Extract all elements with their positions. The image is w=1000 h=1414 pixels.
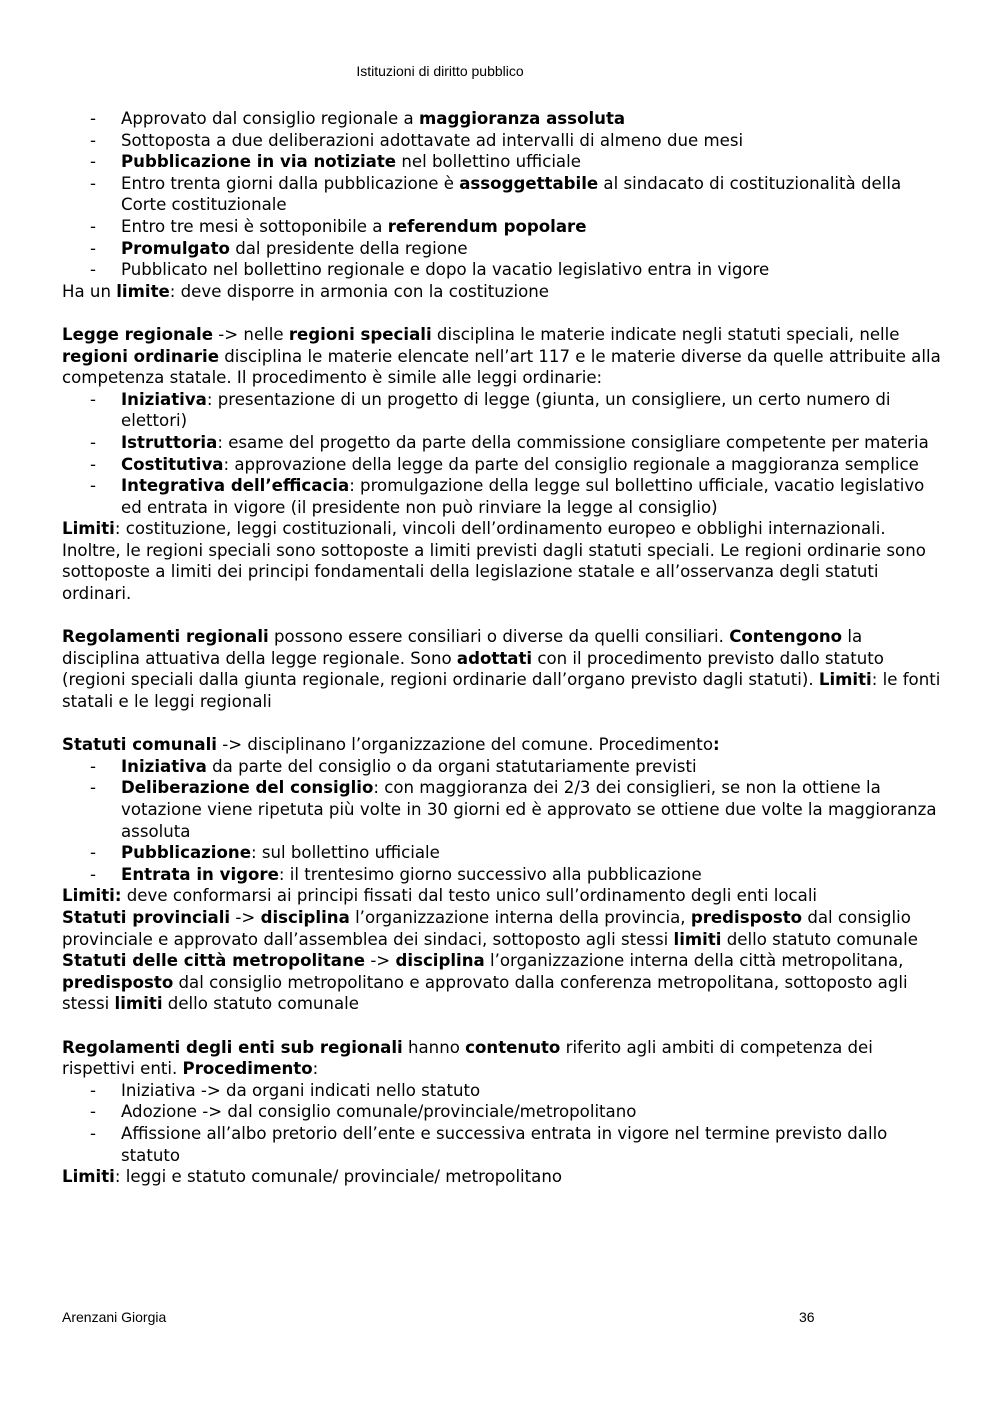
text-run: dal consiglio metropolitano e approvato dalla conferenza metropolitana, sottoposto agli stessi (62, 972, 908, 1014)
text-run: -> nelle (212, 324, 289, 344)
list-item (62, 130, 942, 152)
text-run: : con maggioranza dei 2/3 dei consiglieri, se non la ottiene la votazione viene ripetuta più volte in 30 giorni ed è approvato se ottiene due volte la maggioranza assoluta (121, 778, 937, 841)
page-header: Istituzioni di diritto pubblico (356, 63, 524, 79)
list-item (62, 432, 942, 454)
text-run: deve conformarsi ai principi fissati dal testo unico sull’ordinamento degli enti locali (121, 886, 818, 906)
text-run: : approvazione della legge da parte del consiglio regionale a maggioranza semplice (223, 454, 919, 474)
bold-text: Limiti (818, 670, 872, 690)
list-item (62, 1101, 942, 1123)
sub-regionali-steps-list (62, 1080, 942, 1166)
list-item (62, 777, 942, 842)
text-run: Iniziativa -> da organi indicati nello statuto (121, 1080, 481, 1100)
footer-page-number: 36 (799, 1309, 815, 1325)
bold-text: Contengono (729, 627, 843, 647)
list-item (62, 1123, 942, 1166)
bold-text: Statuti delle città metropolitane (62, 951, 366, 971)
bold-text: limiti (673, 929, 722, 949)
spacer (62, 713, 942, 735)
text-run: hanno (402, 1037, 466, 1057)
paragraph-statuti-comunali (62, 734, 942, 756)
bold-text: contenuto (465, 1037, 561, 1057)
text-run: l’organizzazione interna della provincia, (349, 907, 691, 927)
text-run: al sindacato di costituzionalità della Corte costituzionale (121, 173, 902, 215)
footer-author: Arenzani Giorgia (62, 1309, 167, 1325)
text-run: : (312, 1059, 319, 1079)
text-run: Entro trenta giorni dalla pubblicazione è (121, 173, 460, 193)
bold-text: maggioranza assoluta (418, 109, 626, 128)
bold-text: Entrata in vigore (121, 864, 279, 884)
bold-text: Statuti provinciali (62, 907, 231, 927)
document-body (62, 108, 942, 1188)
text-run: : promulgazione della legge sul bollettino ufficiale, vacatio legislativo ed entrata in vigore (il presidente non può rinviare la legge al consiglio) (121, 476, 925, 517)
text-run: : esame del progetto da parte della commissione consigliare competente per materia (217, 432, 929, 452)
bold-text: Promulgato (121, 238, 230, 258)
list-item (62, 842, 942, 864)
text-run: la disciplina attuativa della legge regionale. Sono (62, 627, 863, 668)
paragraph-statuti-metropolitane (62, 950, 942, 1015)
bold-text: Limiti (62, 1167, 115, 1187)
text-run: dal consiglio provinciale e approvato dall’assemblea dei sindaci, sottoposto agli stessi (62, 907, 911, 949)
text-run: possono essere consiliari o diverse da quelli consiliari. (268, 627, 730, 647)
paragraph-regolamenti-regionali (62, 626, 942, 712)
bold-text: assoggettabile (459, 173, 599, 193)
list-item (62, 389, 942, 432)
bold-text: Regolamenti degli enti sub regionali (62, 1037, 403, 1057)
bold-text: : (712, 735, 720, 755)
bold-text: referendum popolare (387, 216, 587, 236)
bold-text: Iniziativa (121, 756, 207, 776)
bold-text: Iniziativa (121, 389, 207, 409)
approval-steps-list (62, 108, 942, 281)
text-run: nel bollettino ufficiale (396, 152, 581, 172)
spacer (62, 302, 942, 324)
list-item (62, 259, 942, 281)
text-run: Approvato dal consiglio regionale a (121, 109, 419, 128)
list-item (62, 238, 942, 260)
bold-text: Istruttoria (121, 432, 218, 452)
text-run: dello statuto comunale (721, 929, 918, 949)
bold-text: predisposto (62, 972, 174, 992)
bold-text: Costitutiva (121, 454, 224, 474)
list-item (62, 756, 942, 778)
text-run: dello statuto comunale (162, 994, 359, 1014)
bold-text: Procedimento (182, 1059, 313, 1079)
text-run: disciplina le materie indicate negli statuti speciali, nelle (431, 324, 900, 344)
paragraph-statuti-provinciali (62, 907, 942, 950)
bold-text: adottati (456, 648, 533, 668)
text-run: riferito agli ambiti di competenza dei rispettivi enti. (62, 1037, 873, 1079)
paragraph-legge-regionale (62, 324, 942, 389)
list-item (62, 151, 942, 173)
bold-text: limiti (114, 994, 163, 1014)
text-run: : leggi e statuto comunale/ provinciale/ metropolitano (114, 1167, 563, 1187)
text-run: -> (230, 907, 261, 927)
text-run: : il trentesimo giorno successivo alla pubblicazione (278, 864, 702, 884)
paragraph-limiti-sub-regionali (62, 1166, 942, 1188)
text-run: dal presidente della regione (229, 238, 468, 258)
bold-text: disciplina (395, 951, 485, 971)
text-run: : sul bollettino ufficiale (250, 843, 440, 863)
list-item (62, 108, 942, 130)
list-item (62, 173, 942, 216)
text-run: : le fonti statali e le leggi regionali (62, 670, 941, 712)
paragraph-regolamenti-sub-regionali (62, 1037, 942, 1080)
text-run: : presentazione di un progetto di legge (giunta, un consigliere, un certo numero di elettori) (121, 389, 891, 431)
text-run: disciplina le materie elencate nell’art 117 e le materie diverse da quelle attribuite alla competenza statale. Il procedimento è simile alle leggi ordinarie: (62, 346, 941, 388)
bold-text: Pubblicazione in via notiziate (121, 152, 397, 172)
paragraph-limite (62, 281, 942, 303)
spacer (62, 605, 942, 627)
text-run: Ha un (62, 281, 117, 301)
spacer (62, 1015, 942, 1037)
text-run: : costituzione, leggi costituzionali, vincoli dell’ordinamento europeo e obblighi internazionali. Inoltre, le regioni speciali sono sottoposte a limiti previsti dagli statuti speciali. Le regioni ordinarie sono sottoposte a limiti dei principi fondamentali della legislazione statale e all’osservanza degli statuti ordinari. (62, 519, 926, 604)
text-run: con il procedimento previsto dallo statuto (regioni speciali dalla giunta regionale, regioni ordinarie dall’organo previsto dagli statuti). (62, 648, 884, 690)
bold-text: disciplina (260, 907, 350, 927)
list-item (62, 1080, 942, 1102)
text-run: Entro tre mesi è sottoponibile a (121, 216, 388, 236)
bold-text: predisposto (690, 907, 803, 927)
list-item (62, 475, 942, 518)
legge-regionale-steps-list (62, 389, 942, 519)
text-run: da parte del consiglio o da organi statutariamente previsti (206, 756, 697, 776)
text-run: Affissione all’albo pretorio dell’ente e successiva entrata in vigore nel termine previsto dallo statuto (121, 1123, 888, 1165)
paragraph-limiti-legge (62, 518, 942, 604)
statuti-comunali-steps-list (62, 756, 942, 886)
text-run: : deve disporre in armonia con la costituzione (169, 281, 550, 301)
bold-text: Pubblicazione (121, 843, 251, 863)
list-item (62, 454, 942, 476)
bold-text: regioni ordinarie (62, 346, 219, 366)
text-run: Sottoposta a due deliberazioni adottavate ad intervalli di almeno due mesi (121, 130, 744, 150)
bold-text: Statuti comunali (62, 735, 217, 755)
text-run: -> (365, 951, 396, 971)
bold-text: Limiti: (62, 886, 122, 906)
text-run: Pubblicato nel bollettino regionale e dopo la vacatio legislativo entra in vigore (121, 260, 770, 280)
bold-text: Legge regionale (62, 324, 213, 344)
bold-text: regioni speciali (288, 324, 432, 344)
text-run: -> disciplinano l’organizzazione del comune. Procedimento (216, 735, 713, 755)
paragraph-limiti-statuti (62, 885, 942, 907)
text-run: l’organizzazione interna della città metropolitana, (484, 951, 904, 971)
bold-text: Regolamenti regionali (62, 627, 269, 647)
list-item (62, 864, 942, 886)
bold-text: Limiti (62, 519, 115, 539)
list-item (62, 216, 942, 238)
bold-text: limite (116, 281, 170, 301)
text-run: Adozione -> dal consiglio comunale/provinciale/metropolitano (121, 1102, 637, 1122)
bold-text: Deliberazione del consiglio (121, 778, 374, 798)
bold-text: Integrativa dell’efficacia (121, 476, 350, 496)
